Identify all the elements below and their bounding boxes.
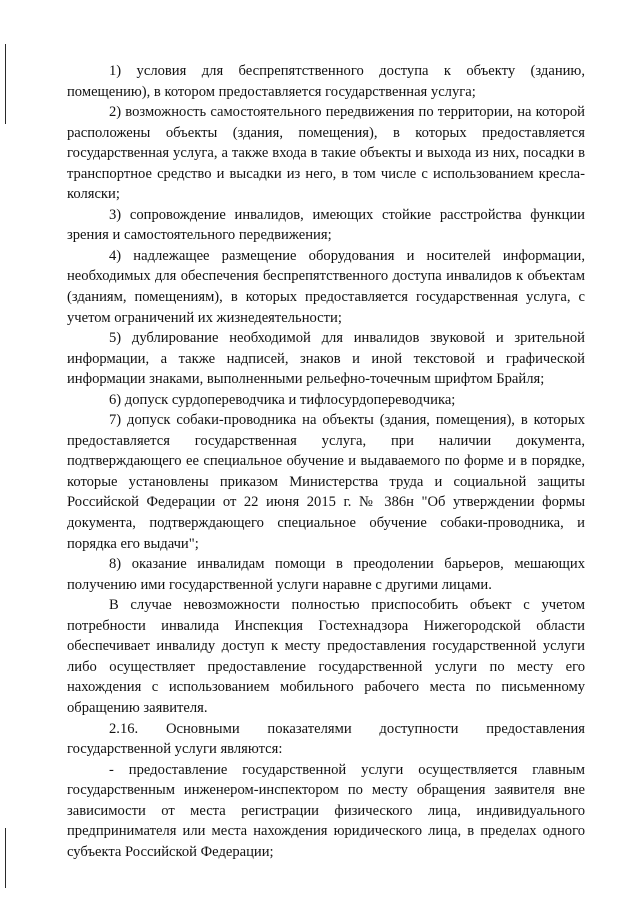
paragraph-accessibility-case: В случае невозможности полностью приспособить объект с учетом потребности инвалида Инспекция Гостехнадзора Нижегородской области обеспечивает инвалиду доступ к месту предоставления государственной услуги либо осуществляет предоставление государственной услуги по месту его нахождения с использованием мобильного рабочего места по письменному обращению заявителя. [67,597,585,716]
paragraph-bullet-1: - предоставление государственной услуги осуществляется главным государственным инженером-инспектором по месту обращения заявителя вне зависимости от места регистрации физического лица, индивидуального предпринимателя или места нахождения юридического лица, в пределах одного субъекта Российской Федерации; [67,761,585,860]
paragraph-5: 5) дублирование необходимой для инвалидов звуковой и зрительной информации, а также надписей, знаков и иной текстовой и графической информации знаками, выполненными рельефно-точечным шрифтом Брайля; [67,330,585,388]
paragraph-7: 7) допуск собаки-проводника на объекты (здания, помещения), в которых предоставляется государственная услуга, при наличии документа, подтверждающего ее специальное обучение и выдаваемого по форме и в порядке, которые установлены приказом Министерства труда и социальной защиты Российской Федерации от 22 июня 2015 г. № 386н "Об утверждении формы документа, подтверждающего специальное обучение собаки-проводника, и порядка его выдачи"; [67,412,585,552]
paragraph-section-2-16: 2.16. Основными показателями доступности предоставления государственной услуги являются: [67,720,585,758]
scan-margin-mark-top [5,44,6,124]
scan-margin-mark-bottom [5,828,6,888]
paragraph-8: 8) оказание инвалидам помощи в преодолении барьеров, мешающих получению ими государственной услуги наравне с другими лицами. [67,556,585,593]
paragraph-1: 1) условия для беспрепятственного доступа к объекту (зданию, помещению), в котором предоставляется государственная услуга; [67,63,585,100]
paragraph-3: 3) сопровождение инвалидов, имеющих стойкие расстройства функции зрения и самостоятельного передвижения; [67,206,585,244]
paragraph-4: 4) надлежащее размещение оборудования и носителей информации, необходимых для обеспечения беспрепятственного доступа инвалидов к объектам (зданиям, помещениям), в которых предоставляется государственная услуга, с учетом ограничений их жизнедеятельности; [67,247,585,326]
paragraph-2: 2) возможность самостоятельного передвижения по территории, на которой расположены объекты (здания, помещения), в которых предоставляется государственная услуга, а также входа в такие объекты и выхода из них, посадки в транспортное средство и высадки из него, в том числе с использованием кресла-коляски; [67,104,585,203]
document-page [67,61,585,862]
paragraph-6: 6) допуск сурдопереводчика и тифлосурдопереводчика; [109,391,456,408]
